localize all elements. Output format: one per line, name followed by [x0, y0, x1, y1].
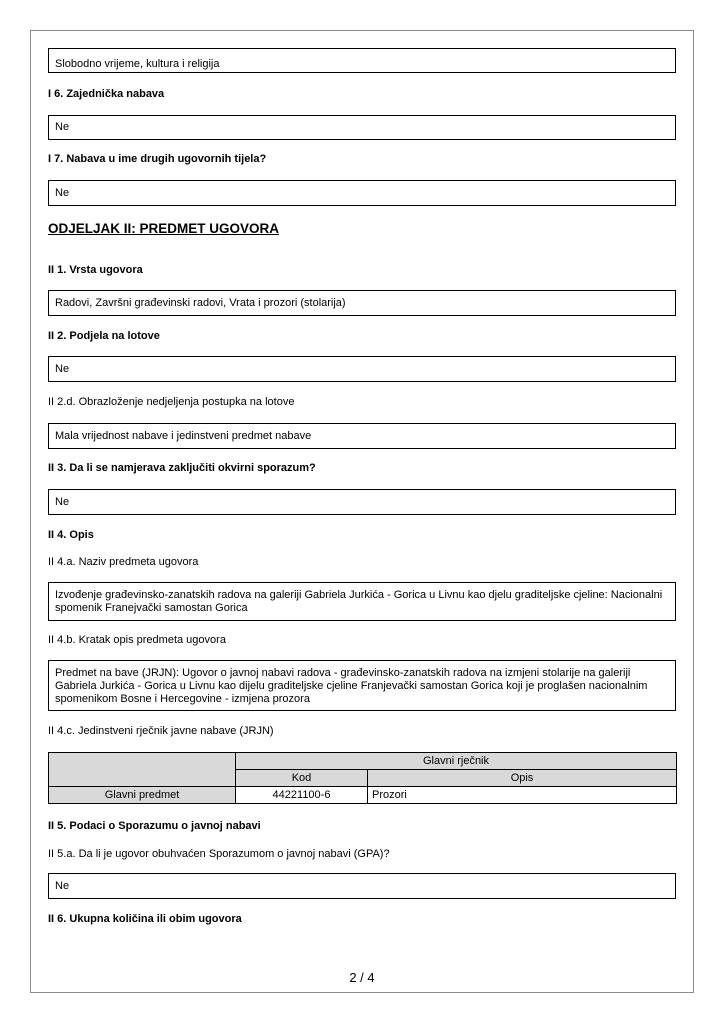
section-2-title: ODJELJAK II: PREDMET UGOVORA	[48, 221, 280, 236]
ii4-label: II 4. Opis	[48, 529, 94, 541]
ii4b-line: spomenikom Bosne i Hercegovine - izmjena prozora	[55, 693, 310, 705]
top-value-text: Slobodno vrijeme, kultura i religija	[55, 58, 220, 70]
ii5a-label: II 5.a. Da li je ugovor obuhvaćen Sporazumom o javnoj nabavi (GPA)?	[48, 848, 390, 860]
table-row-label: Glavni predmet	[49, 787, 236, 804]
ii1-label: II 1. Vrsta ugovora	[48, 264, 143, 276]
top-value-box	[48, 48, 676, 73]
ii2-value: Ne	[55, 362, 70, 375]
ii4b-line: Predmet na bave (JRJN): Ugovor o javnoj nabavi radova - građevinsko-zanatskih radova na izmjeni stolarije na galeriji	[55, 667, 631, 679]
ii5a-value-box	[48, 873, 676, 899]
ii2-label: II 2. Podjela na lotove	[48, 330, 160, 342]
ii3-value-box	[48, 489, 676, 515]
i7-value: Ne	[55, 186, 70, 199]
table-group-header: Glavni rječnik	[236, 753, 677, 770]
ii3-value: Ne	[55, 495, 70, 508]
i6-value: Ne	[55, 121, 70, 133]
table-header-row	[49, 753, 677, 770]
table-row-kod: 44221100-6	[236, 787, 368, 804]
ii5a-value: Ne	[55, 879, 70, 892]
ii4b-value-box	[48, 660, 676, 711]
ii6-label: II 6. Ukupna količina ili obim ugovora	[48, 913, 242, 925]
i7-value-box	[48, 180, 676, 206]
ii4a-line: Izvođenje građevinsko-zanatskih radova na galeriji Gabriela Jurkića - Gorica u Livnu kao djelu graditeljske cjeline: Nacionalni	[55, 589, 663, 601]
page-number: 2 / 4	[349, 970, 375, 985]
ii3-label: II 3. Da li se namjerava zaključiti okvirni sporazum?	[48, 462, 316, 474]
ii2d-label: II 2.d. Obrazloženje nedjeljenja postupka na lotove	[48, 396, 295, 408]
ii4b-line: Gabriela Jurkića - Gorica u Livnu kao dijelu graditeljske cjeline Franjevački samostan Gorica koji je proglašen nacionalnim	[55, 680, 648, 692]
ii2d-value-box	[48, 423, 676, 449]
table-col-kod: Kod	[236, 770, 368, 787]
ii2d-value: Mala vrijednost nabave i jedinstveni predmet nabave	[55, 429, 312, 442]
ii4a-label: II 4.a. Naziv predmeta ugovora	[48, 556, 199, 568]
i6-label: I 6. Zajednička nabava	[48, 88, 165, 100]
table-col-opis: Opis	[368, 770, 677, 787]
table-corner-cell	[49, 753, 236, 787]
ii2-value-box	[48, 356, 676, 382]
ii5-label: II 5. Podaci o Sporazumu o javnoj nabavi	[48, 820, 261, 832]
table-row-opis: Prozori	[368, 787, 677, 804]
jrjn-table	[48, 752, 677, 804]
table-row	[49, 787, 677, 804]
i6-value-box	[48, 115, 676, 140]
ii4a-value-box	[48, 582, 676, 621]
ii1-value: Radovi, Završni građevinski radovi, Vrata i prozori (stolarija)	[55, 296, 346, 309]
i7-label: I 7. Nabava u ime drugih ugovornih tijela?	[48, 153, 267, 165]
ii4a-line: spomenik Franejvački samostan Gorica	[55, 602, 248, 614]
ii4b-label: II 4.b. Kratak opis predmeta ugovora	[48, 634, 226, 646]
ii1-value-box	[48, 290, 676, 316]
ii4c-label: II 4.c. Jedinstveni rječnik javne nabave (JRJN)	[48, 725, 274, 737]
